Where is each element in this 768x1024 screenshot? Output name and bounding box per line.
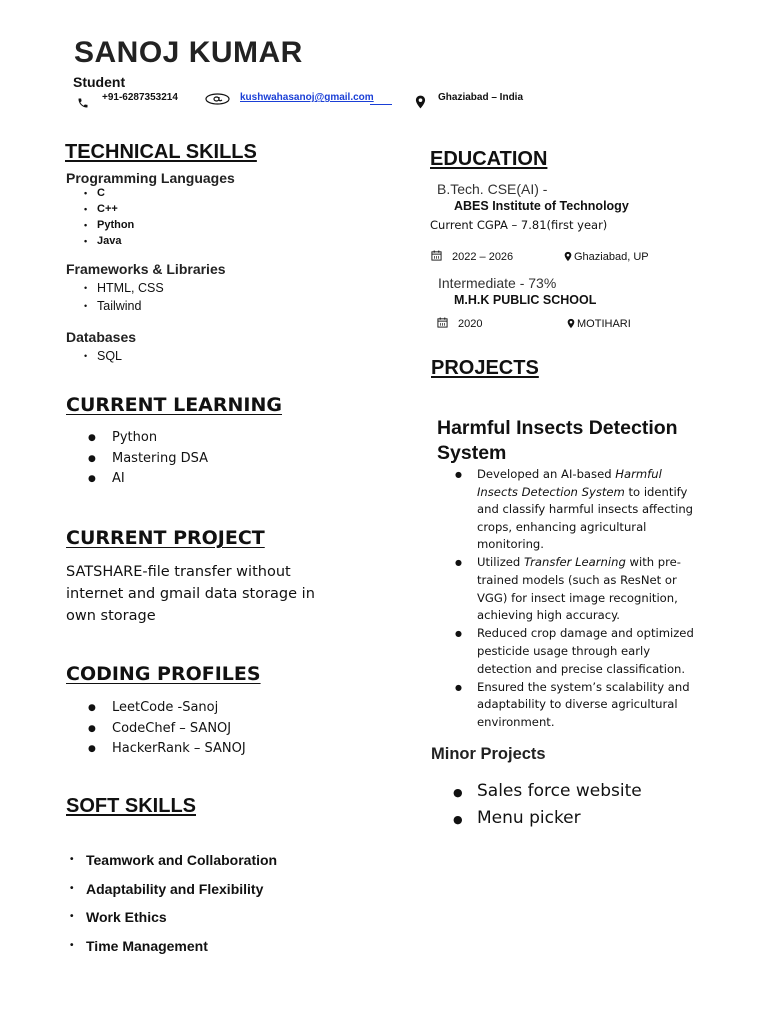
at-sign-icon <box>205 93 230 105</box>
languages-list <box>84 185 134 249</box>
list-item: ● LeetCode -Sanoj <box>88 698 246 719</box>
coding-profiles-heading: CODING PROFILES <box>66 663 261 685</box>
phone-icon <box>77 97 89 109</box>
list-item <box>453 554 703 624</box>
bullet-text: with pre-trained models (such as ResNet or VGG) for insect image recognition, achieving high accuracy. <box>477 555 681 623</box>
bullet-emphasis: Harmful Insects Detection System <box>477 467 662 499</box>
list-item: • Python <box>84 217 134 233</box>
intermediate-text: Intermediate - 73% <box>438 275 557 291</box>
college-name: ABES Institute of Technology <box>454 199 629 213</box>
list-item: ● Sales force website <box>453 778 642 805</box>
bullet-text: to identify and classify harmful insects affecting crops, enhancing agricultural monitoring. <box>477 484 694 552</box>
bullet-text: Developed an AI-based <box>477 467 616 481</box>
school-location: MOTIHARI <box>577 318 631 330</box>
college-years: 2022 – 2026 <box>452 251 514 263</box>
list-item: ● CodeChef – SANOJ <box>88 719 246 740</box>
list-item: • Adaptability and Flexibility <box>70 875 277 904</box>
frameworks-list <box>84 279 164 315</box>
soft-skills-heading: SOFT SKILLS <box>66 795 196 817</box>
school-name: M.H.K PUBLIC SCHOOL <box>454 293 597 307</box>
languages-label: Programming Languages <box>66 170 235 186</box>
list-item: • Tailwind <box>84 297 164 315</box>
current-project-text: SATSHARE-file transfer without internet and gmail data storage in own storage <box>66 564 315 624</box>
project-bullets <box>453 466 703 732</box>
location-text: Ghaziabad – India <box>438 92 524 103</box>
school-year: 2020 <box>458 318 483 330</box>
list-item: ● AI <box>88 469 208 490</box>
list-item: ● Python <box>88 428 208 449</box>
location-pin-icon <box>564 251 572 262</box>
location-pin-icon <box>415 95 426 109</box>
list-item: • Work Ethics <box>70 903 277 932</box>
list-item: ● Menu picker <box>453 805 642 832</box>
project-title: Harmful Insects Detection System <box>437 417 678 464</box>
list-item: • C++ <box>84 201 134 217</box>
frameworks-label: Frameworks & Libraries <box>66 261 226 277</box>
list-item: ● Ensured the system’s scalability and adaptability to diverse agricultural environment. <box>453 679 703 732</box>
bullet-text: Utilized <box>477 555 524 570</box>
current-learning-heading: CURRENT LEARNING <box>66 394 282 416</box>
technical-skills-heading: TECHNICAL SKILLS <box>65 141 257 163</box>
candidate-role: Student <box>73 74 126 90</box>
list-item: • Time Management <box>70 932 277 961</box>
coding-profiles-list <box>88 698 246 760</box>
calendar-icon <box>431 250 442 261</box>
location-pin-icon <box>567 318 575 329</box>
bullet-emphasis: Transfer Learning <box>523 555 626 570</box>
phone-number: +91-6287353214 <box>102 92 178 103</box>
databases-list <box>84 347 122 365</box>
minor-projects-heading: Minor Projects <box>431 745 546 763</box>
calendar-icon <box>437 317 448 328</box>
email-link[interactable]: kushwahasanoj@gmail.com <box>240 92 374 103</box>
list-item: ● Mastering DSA <box>88 449 208 470</box>
list-item: • SQL <box>84 347 122 365</box>
cgpa-text: Current CGPA – 7.81(first year) <box>430 218 608 232</box>
degree-text: B.Tech. CSE(AI) - <box>437 181 548 197</box>
list-item <box>453 466 703 554</box>
current-learning-list <box>88 428 208 490</box>
minor-projects-list <box>453 778 642 832</box>
soft-skills-list <box>70 846 277 960</box>
databases-label: Databases <box>66 329 137 345</box>
current-project-heading: CURRENT PROJECT <box>66 527 265 549</box>
email-underline <box>370 104 392 105</box>
list-item: • C <box>84 185 134 201</box>
list-item: ● HackerRank – SANOJ <box>88 739 246 760</box>
education-heading: EDUCATION <box>430 148 548 170</box>
list-item: ● Reduced crop damage and optimized pesticide usage through early detection and precise classification. <box>453 625 703 678</box>
college-location: Ghaziabad, UP <box>574 251 649 263</box>
list-item: • HTML, CSS <box>84 279 164 297</box>
projects-heading: PROJECTS <box>431 357 539 379</box>
list-item: • Java <box>84 233 134 249</box>
candidate-name: SANOJ KUMAR <box>74 36 303 69</box>
list-item: • Teamwork and Collaboration <box>70 846 277 875</box>
